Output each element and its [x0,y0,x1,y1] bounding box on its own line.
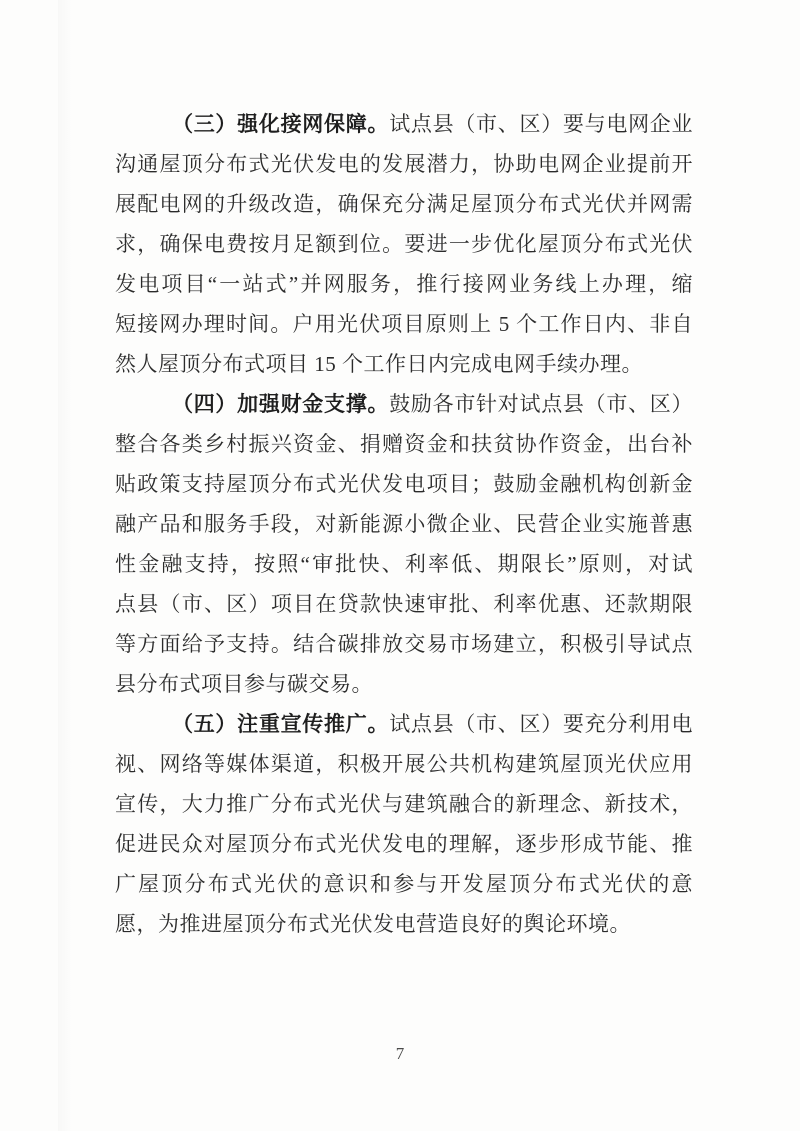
paragraph-1 [115,104,693,384]
document-body [115,104,693,944]
line-text: 鼓励各市针对试点县（市、区） [389,392,693,416]
text-line: 发电项目“一站式”并网服务，推行接网业务线上办理，缩 [115,272,693,296]
paragraph-3 [115,704,693,944]
line-text: 试点县（市、区）要与电网企业 [389,112,693,136]
text-line: 整合各类乡村振兴资金、捐赠资金和扶贫协作资金，出台补 [115,432,693,456]
text-line: 视、网络等媒体渠道，积极开展公共机构建筑屋顶光伏应用 [115,752,693,776]
page-number: 7 [395,1044,405,1063]
section-heading: （五）注重宣传推广。 [172,712,390,736]
text-line: 愿，为推进屋顶分布式光伏发电营造良好的舆论环境。 [115,912,631,936]
text-line [115,384,693,424]
text-line: 县分布式项目参与碳交易。 [115,672,373,696]
section-heading: （四）加强财金支撑。 [172,392,390,416]
text-line: 宣传，大力推广分布式光伏与建筑融合的新理念、新技术， [115,792,693,816]
line-text: 试点县（市、区）要充分利用电 [389,712,693,736]
page-footer [0,1042,800,1066]
paragraph-2 [115,384,693,704]
text-line [115,104,693,144]
text-line: 点县（市、区）项目在贷款快速审批、利率优惠、还款期限 [115,592,693,616]
text-line: 贴政策支持屋顶分布式光伏发电项目；鼓励金融机构创新金 [115,472,693,496]
text-line: 等方面给予支持。结合碳排放交易市场建立，积极引导试点 [115,632,693,656]
text-line: 广屋顶分布式光伏的意识和参与开发屋顶分布式光伏的意 [115,872,693,896]
text-line: 沟通屋顶分布式光伏发电的发展潜力，协助电网企业提前开 [115,152,693,176]
text-line: 展配电网的升级改造，确保充分满足屋顶分布式光伏并网需 [115,192,693,216]
scan-artifact [58,0,72,1131]
text-line: 促进民众对屋顶分布式光伏发电的理解，逐步形成节能、推 [115,832,693,856]
text-line: 短接网办理时间。户用光伏项目原则上 5 个工作日内、非自 [115,312,693,336]
text-line: 融产品和服务手段，对新能源小微企业、民营企业实施普惠 [115,512,693,536]
text-line: 性金融支持，按照“审批快、利率低、期限长”原则，对试 [115,552,693,576]
text-line: 然人屋顶分布式项目 15 个工作日内完成电网手续办理。 [115,352,643,376]
text-line: 求，确保电费按月足额到位。要进一步优化屋顶分布式光伏 [115,232,693,256]
text-line [115,704,693,744]
section-heading: （三）强化接网保障。 [172,112,390,136]
